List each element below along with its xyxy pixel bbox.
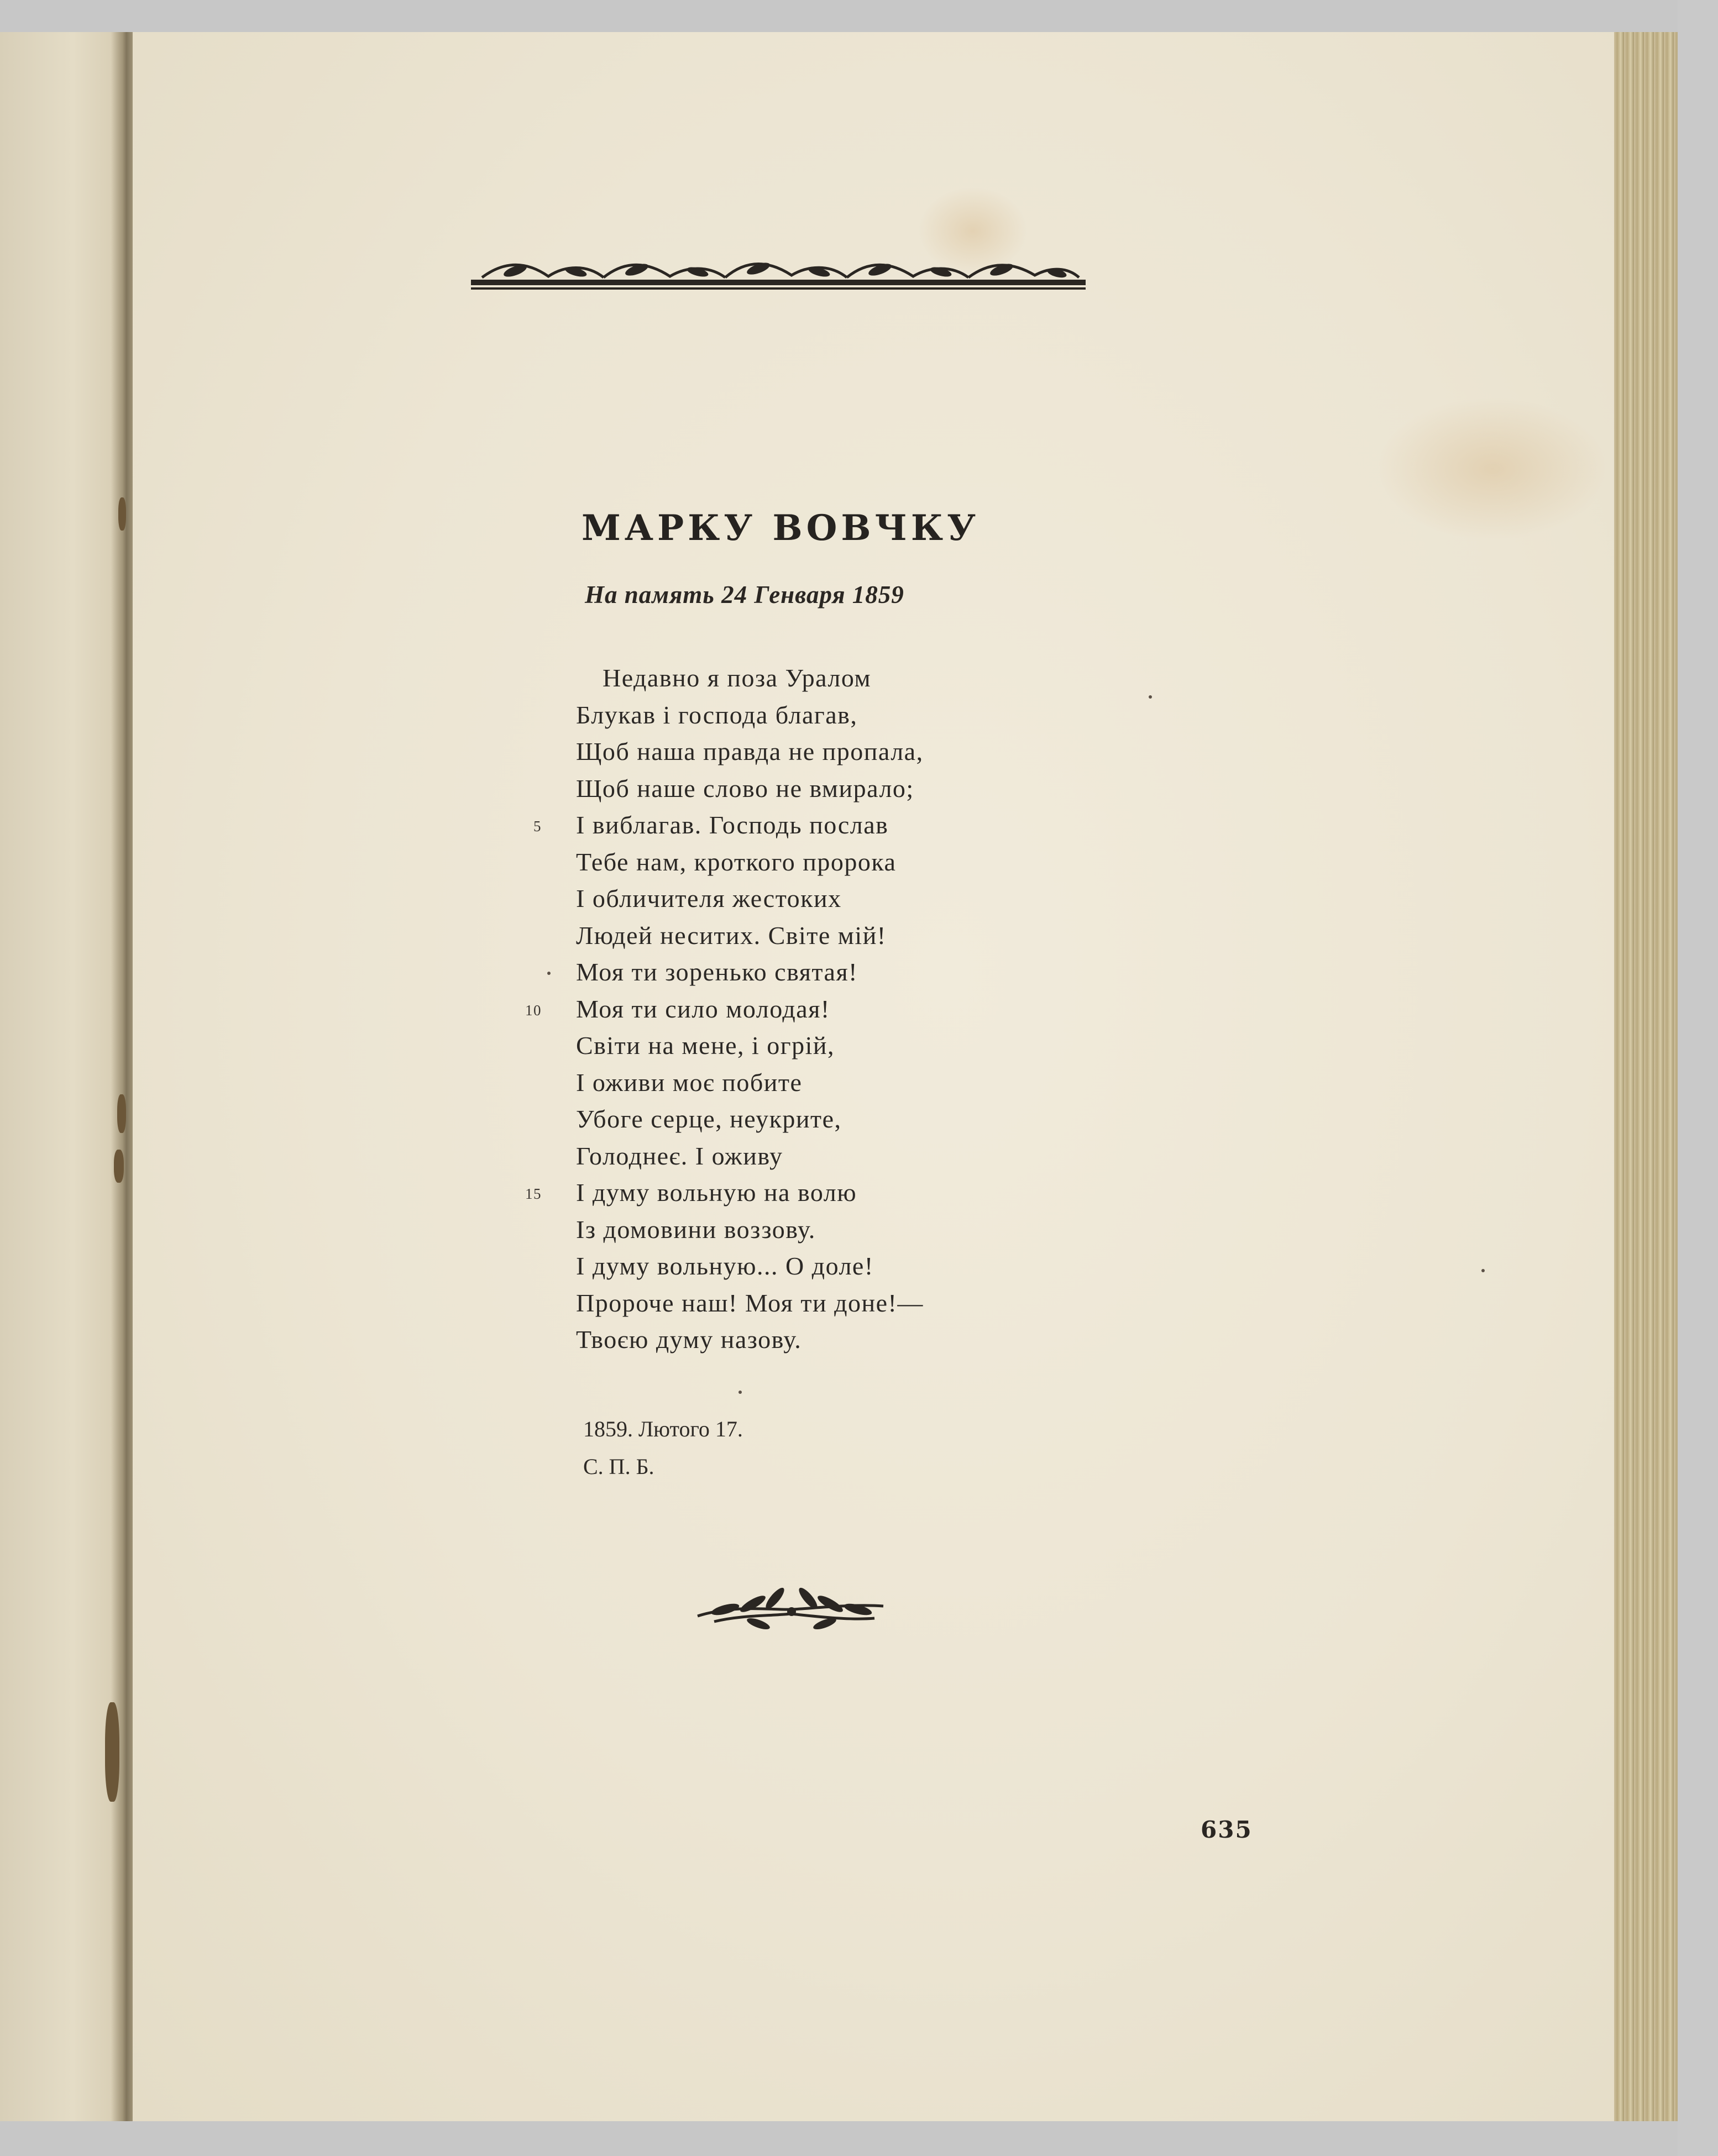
line-text: І виблагав. Господь послав bbox=[576, 811, 889, 839]
page-edges bbox=[1614, 32, 1678, 2121]
poem-line bbox=[520, 880, 1183, 917]
line-text: Людей неситих. Світе мій! bbox=[576, 921, 887, 950]
binding-mark bbox=[117, 1094, 126, 1133]
line-number: 15 bbox=[525, 1185, 542, 1202]
line-text: І думу вольную... О доле! bbox=[576, 1252, 874, 1280]
line-text: Із домовини воззову. bbox=[576, 1215, 816, 1244]
line-text: І оживи моє побите bbox=[576, 1068, 803, 1097]
binding-mark bbox=[114, 1150, 124, 1183]
poem-line bbox=[520, 660, 1183, 697]
line-text: Щоб наше слово не вмирало; bbox=[576, 774, 914, 802]
poem-line bbox=[520, 807, 1183, 844]
line-text: Голоднеє. І оживу bbox=[576, 1141, 783, 1170]
line-text: Тебе нам, кроткого пророка bbox=[576, 847, 897, 876]
line-text: Пророче наш! Моя ти доне!— bbox=[576, 1288, 924, 1317]
poem-line bbox=[520, 697, 1183, 734]
paper-stain bbox=[1376, 397, 1609, 541]
line-number: 5 bbox=[533, 818, 542, 835]
poem-line bbox=[520, 1138, 1183, 1175]
poem-line bbox=[520, 1174, 1183, 1211]
poem-line bbox=[520, 1064, 1183, 1101]
poem-line bbox=[520, 954, 1183, 991]
poem-line bbox=[520, 1321, 1183, 1358]
poem-body bbox=[520, 660, 1183, 1358]
laurel-sprig-ornament-icon bbox=[692, 1582, 889, 1635]
binding-mark bbox=[118, 497, 126, 531]
poem-line bbox=[520, 1211, 1183, 1249]
line-text: Твоєю думу назову. bbox=[576, 1325, 802, 1354]
ink-speck bbox=[738, 1391, 742, 1394]
line-number: 10 bbox=[525, 1001, 542, 1019]
binding-mark bbox=[105, 1702, 119, 1802]
poem-line bbox=[520, 1101, 1183, 1138]
poem-place: С. П. Б. bbox=[583, 1454, 654, 1479]
line-text: Моя ти сило молодая! bbox=[576, 994, 830, 1023]
poem-line bbox=[520, 770, 1183, 807]
poem-line bbox=[520, 917, 1183, 954]
poem-line bbox=[520, 733, 1183, 770]
laurel-band-ornament-icon bbox=[471, 255, 1086, 295]
poem-dedication: На память 24 Генваря 1859 bbox=[585, 581, 904, 608]
line-text: Моя ти зоренько святая! bbox=[576, 958, 858, 986]
line-text: Блукав і господа благав, bbox=[576, 700, 858, 729]
poem-date: 1859. Лютого 17. bbox=[583, 1417, 743, 1441]
poem-line bbox=[520, 844, 1183, 881]
line-text: Світи на мене, і огрій, bbox=[576, 1031, 835, 1059]
poem-line bbox=[520, 1285, 1183, 1322]
page-number: 635 bbox=[1201, 1816, 1253, 1843]
line-text: Недавно я поза Уралом bbox=[603, 664, 872, 692]
line-text: І думу вольную на волю bbox=[576, 1178, 857, 1206]
line-text: Щоб наша правда не пропала, bbox=[576, 737, 924, 765]
poem-line bbox=[520, 991, 1183, 1028]
poem-line bbox=[520, 1027, 1183, 1064]
line-text: І обличителя жестоких bbox=[576, 884, 842, 912]
poem-title: МАРКУ ВОВЧКУ bbox=[582, 507, 980, 549]
ink-speck bbox=[1149, 695, 1152, 699]
line-text: Убоге серце, неукрите, bbox=[576, 1105, 842, 1133]
ink-speck bbox=[547, 972, 551, 975]
poem-line bbox=[520, 1248, 1183, 1285]
ink-speck bbox=[1481, 1269, 1485, 1272]
scan-background bbox=[1678, 0, 1718, 2156]
